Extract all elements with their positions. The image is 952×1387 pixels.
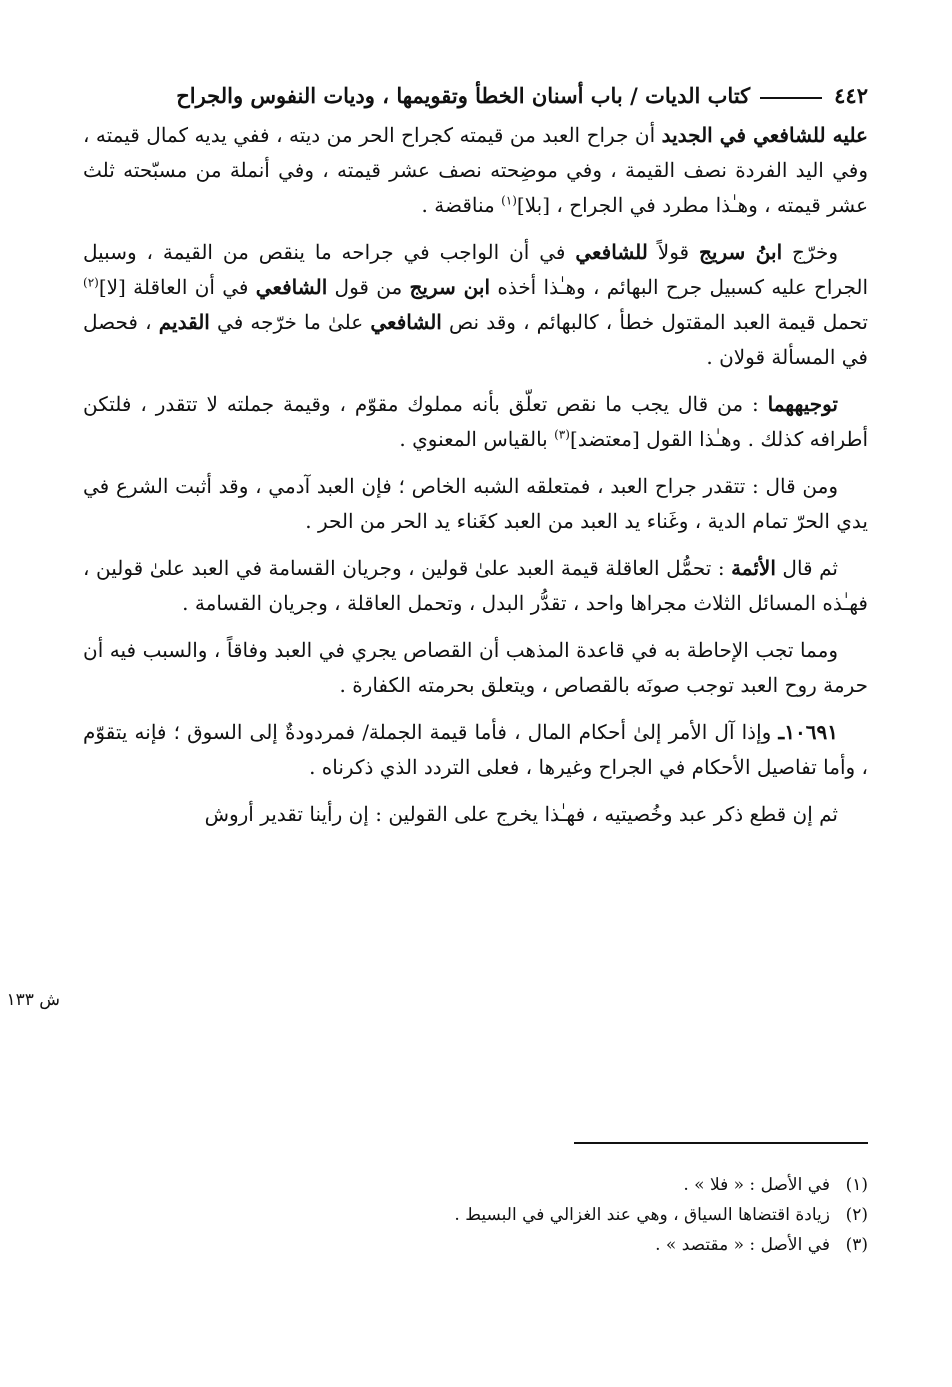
paragraph-2	[83, 235, 868, 375]
text-run: بالقياس المعنوي .	[399, 427, 555, 451]
bold-term: عليه للشافعي في الجديد	[661, 123, 868, 147]
text-run: ومن قال : تتقدر جراح العبد ، فمتعلقه الشبه الخاص ؛ فإن العبد آدمي ، وقد أثبت الشرع في يدي الحرّ تمام الدية ، وغَناء يد العبد من العبد كغَناء يد الحر من الحر .	[83, 474, 868, 533]
paragraph-5	[83, 551, 868, 621]
text-run: في أن الواجب في جراحه ما ينقص من القيمة ، وسبيل الجراح عليه كسبيل جرح البهائم ، وهـٰذا أخذه	[83, 240, 869, 299]
paragraph-8	[83, 797, 868, 832]
running-head	[83, 78, 868, 114]
footnote-rule	[574, 1142, 868, 1144]
margin-manuscript-ref: ش ١٣٣	[6, 990, 60, 1010]
footnote-number: (٣)	[845, 1235, 868, 1255]
footnote-item	[83, 1230, 868, 1260]
bold-term: للشافعي	[575, 240, 648, 264]
bold-term: توجيههما	[767, 392, 838, 416]
text-run: وإذا آل الأمر إلىٰ أحكام المال ، فأما قيمة الجملة/ فمردودةٌ إلى السوق ؛ فإنه يتقوّم ، وأما تفاصيل الأحكام في الجراح وغيرها ، فعلى التردد الذي ذكرناه .	[83, 720, 868, 779]
text-run: قولاً	[647, 240, 699, 264]
text-run: : تحمُّل العاقلة قيمة العبد علىٰ قولين ، وجريان القسامة في العبد علىٰ قولين ، فهـٰذه المسائل الثلاث مجراها واحد ، تقدُّر البدل ، وتحمل العاقلة ، وجريان القسامة .	[83, 556, 868, 615]
footnote-item	[83, 1200, 868, 1230]
text-run: ومما تجب الإحاطة به في قاعدة المذهب أن القصاص يجري في العبد وفاقاً ، والسبب فيه أن حرمة روح العبد توجب صونَه بالقصاص ، ويتعلق بحرمته الكفارة .	[83, 638, 868, 697]
text-run: تحمل قيمة العبد المقتول خطأ ، كالبهائم ، وقد نص	[441, 310, 868, 334]
page-body	[83, 78, 868, 844]
footnote-number: (٢)	[845, 1205, 868, 1225]
bold-term: ابن سريج	[409, 275, 491, 299]
running-title: كتاب الديات / باب أسنان الخطأ وتقويمها ، وديات النفوس والجراح	[176, 83, 751, 108]
bold-term: ابنُ سريج	[699, 240, 783, 264]
paragraph-1	[83, 118, 868, 223]
footnote-number: (١)	[845, 1175, 868, 1195]
footnote-text: في الأصل : « فلا » .	[683, 1175, 830, 1195]
header-rule	[760, 97, 822, 99]
text-run: مناقضة .	[421, 193, 502, 217]
bold-term: القديم	[158, 310, 210, 334]
bold-term: الأئمة	[731, 556, 776, 580]
text-run: من قول	[327, 275, 410, 299]
paragraph-4	[83, 469, 868, 539]
bold-term: الشافعي	[255, 275, 328, 299]
bold-term: الشافعي	[370, 310, 442, 334]
footnote-ref-3[interactable]: (٣)	[554, 427, 570, 442]
text-run: ثم إن قطع ذكر عبد وخُصيتيه ، فهـٰذا يخرج على القولين : إن رأينا تقدير أروش	[204, 802, 838, 826]
paragraph-7	[83, 715, 868, 785]
footnote-ref-1[interactable]: (١)	[501, 193, 517, 208]
paragraph-6	[83, 633, 868, 703]
text-run: ثم قال	[775, 556, 838, 580]
footnote-text: زيادة اقتضاها السياق ، وهي عند الغزالي في البسيط .	[454, 1205, 830, 1225]
text-run: : من قال يجب ما نقص تعلّق بأنه مملوك مقوّم ، وقيمة جملته لا تتقدر ، فلتكن أطرافه كذلك . وهـٰذا القول [معتضد]	[83, 392, 868, 451]
text-run: ، فحصل في المسألة قولان .	[83, 310, 868, 369]
text-run: في أن العاقلة [لا]	[98, 275, 256, 299]
text-run: أن جراح العبد من قيمته كجراح الحر من ديته ، ففي يديه كمال قيمته ، وفي اليد الفردة نصف القيمة ، وفي موضِحته نصف عشر قيمته ، وفي أنملة من مسبّحته ثلث عشر قيمته ، وهـٰذا مطرد في الجراح ، [بلا]	[83, 123, 868, 217]
paragraph-3	[83, 387, 868, 457]
text-run: علىٰ ما خرّجه في	[209, 310, 371, 334]
section-number: ١٠٦٩١ـ	[778, 720, 838, 744]
footnote-text: في الأصل : « مقتصد » .	[655, 1235, 830, 1255]
footnote-item	[83, 1170, 868, 1200]
page-number: ٤٤٢	[834, 83, 868, 108]
footnote-ref-2[interactable]: (٢)	[83, 275, 99, 290]
footnotes	[83, 1170, 868, 1260]
text-run: وخرّج	[782, 240, 838, 264]
